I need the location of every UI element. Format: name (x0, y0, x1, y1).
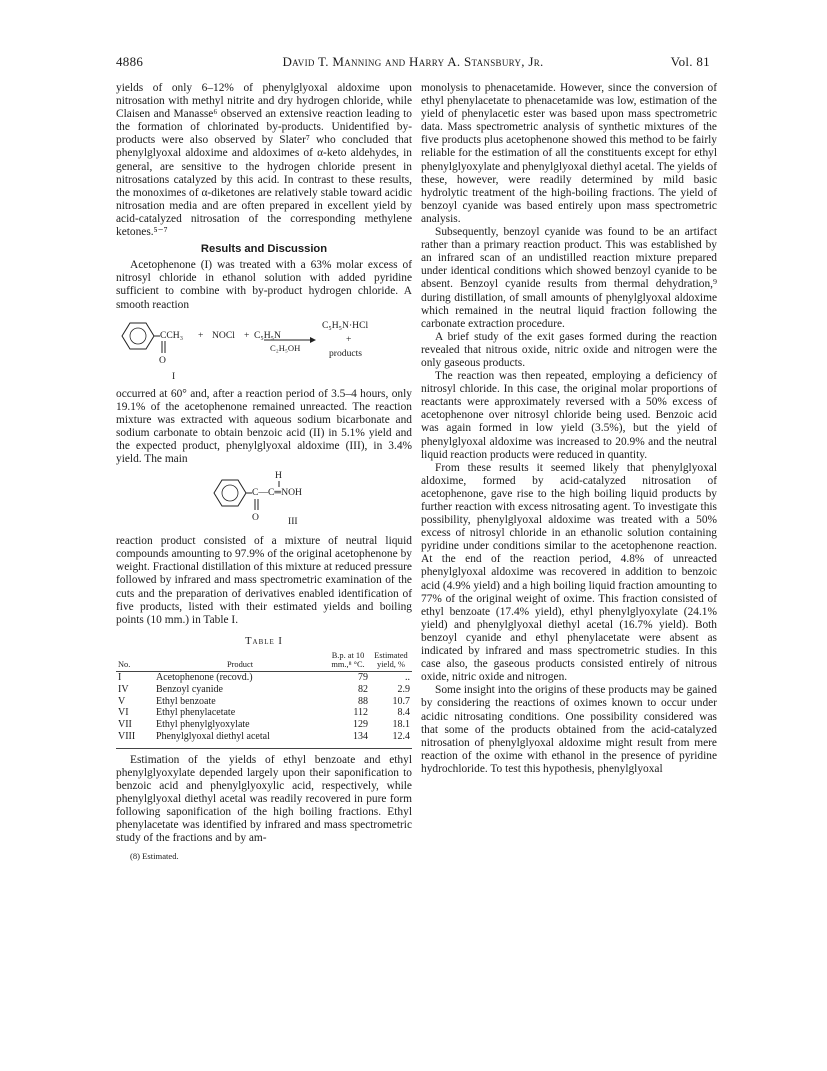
table-row (116, 731, 412, 746)
column-header: Product (226, 659, 254, 669)
plus-sign: + (346, 333, 352, 345)
column-header: No. (118, 659, 131, 669)
carbonyl-oxygen: O (159, 354, 166, 366)
cell: 82 (358, 683, 368, 695)
plus-sign: + (244, 329, 250, 341)
cell: Benzoyl cyanide (156, 683, 223, 695)
reaction-scheme-acetophenone (116, 316, 412, 386)
running-head-authors: David T. Manning and Harry A. Stansbury, Jr. (282, 54, 544, 69)
page-number: 4886 (116, 54, 144, 69)
paragraph: yields of only 6–12% of phenylglyoxal aldoxime upon nitrosation with methyl nitrite and dry hydrogen chloride, while Claisen and Manasse⁶ observed an extensive reaction leading to the formation of chlorinated by-products. Unidentified by-products were also observed by Slater⁷ who concluded that phenylglyoxal aldoxime and aldoximes of α-keto aldehydes, in general, are sensitive to the hydrogen chloride present in nitrosations catalyzed by this acid. In contrast to these results, the monoximes of α-diketones are relatively stable toward acidic nitrosation media and are often prepared in excellent yield by acid-catalyzed nitrosation of the corresponding methylene ketones.⁵⁻⁷ (116, 82, 412, 239)
table-header-row (116, 652, 412, 672)
paragraph: Estimation of the yields of ethyl benzoate and ethyl phenylglyoxylate depended largely upon their saponification to benzoic acid and phenylglyoxylic acid, respectively, while phenylglyoxal diethyl acetal was readily recovered in pure form following saponification of the high boiling fractions. Ethyl phenylacetate was identified by infrared and mass spectrometric study of the fractions and by am- (116, 753, 412, 845)
footnote: (8) Estimated. (130, 850, 179, 861)
cell: Ethyl phenylglyoxylate (156, 719, 250, 731)
paragraph: Acetophenone (I) was treated with a 63% molar excess of nitrosyl chloride in ethanol solution with added pyridine sufficient to combine with by-product hydrogen chloride. A smooth reaction (116, 259, 412, 311)
nitrosyl-chloride: NOCl (212, 329, 235, 341)
cell: VIII (118, 731, 136, 743)
page-header (116, 54, 710, 74)
table-title: Table I (245, 635, 283, 647)
paragraph: The reaction was then repeated, employing a deficiency of nitrosyl chloride. In this case, the original molar proportions of reactants were approximately reversed with a 50% excess of acetophenone over nitrosyl chloride being used. Benzoic acid was again formed in low yield (3.5%), but the yield of phenylglyoxal aldoxime was increased to 20.9% and the neutral liquid reaction products were reduced in quantity. (421, 370, 717, 461)
paragraph: A brief study of the exit gases formed during the reaction revealed that nitrous oxide, nitric oxide and nitrogen were the only gaseous products. (421, 330, 717, 369)
column-header: B.p. at 10 mm.,⁸ °C. (331, 650, 365, 669)
volume-label: Vol. 81 (670, 54, 710, 69)
cell: 112 (353, 707, 368, 719)
table-row (116, 672, 412, 684)
data-table (116, 652, 412, 746)
solvent-label: C₂H₅OH (270, 342, 301, 353)
table-row (116, 707, 412, 719)
cell: 88 (358, 695, 368, 707)
hydrogen-label: H (275, 470, 282, 482)
cell: I (118, 672, 122, 684)
cell: V (118, 695, 126, 707)
cell: .. (405, 672, 410, 684)
structure-phenylglyoxal-aldoxime (116, 469, 412, 533)
products-label: products (329, 347, 363, 359)
acetophenone-group: CCH₃ (160, 329, 184, 341)
table-row (116, 696, 412, 708)
compound-label-III: III (288, 516, 298, 528)
cell: Ethyl phenylacetate (156, 707, 236, 719)
cell: 79 (358, 672, 368, 684)
cell: Ethyl benzoate (156, 695, 216, 707)
cell: 129 (353, 719, 368, 731)
paragraph: Some insight into the origins of these products may be gained by considering the reactions of oximes known to occur under acidic nitrosating conditions. One possibility considered was that some of the products obtained from the acid-catalyzed nitrosation of phenylglyoxal aldoxime might result from mere reaction of the oxime with ethanol in the presence of pyridine hydrochloride. To test this hypothesis, phenylglyoxal (421, 684, 717, 775)
paragraph: From these results it seemed likely that phenylglyoxal aldoxime, formed by acid-catalyzed nitrosation of acetophenone, gave rise to the high boiling liquid products by further reaction with excess nitrosating agent. To investigate this possibility, phenylglyoxal aldoxime was treated with a 50% excess of nitrosyl chloride in an ethanolic solution containing pyridine under conditions similar to the acetophenone reaction. At the end of the reaction period, 4.8% of unreacted phenylglyoxal aldoxime was recovered in addition to benzoic acid (4.9% yield) and a high boiling liquid fraction amounting to 77% of the original weight of oxime. This fraction consisted of ethyl benzoate (17.4% yield), ethyl phenylglyoxylate (24.1% yield) and phenylglyoxal diethyl acetal (16.7% yield). Both benzoyl cyanide and ethyl phenylacetate were absent as indicated by infrared and mass spectrometric studies. In this case also, the gaseous products consisted entirely of nitrous oxide, nitric oxide and nitrogen. (421, 461, 717, 684)
paragraph: Subsequently, benzoyl cyanide was found to be an artifact rather than a primary reaction product. This was established by an infrared scan of an undistilled reaction mixture prepared under identical conditions which showed benzoyl cyanide to be absent. Benzoyl cyanide results from thermal dehydration,⁹ during distillation, of small amounts of phenylglyoxal aldoxime which remained in the neutral liquid fraction following the carbonate extraction procedure. (421, 226, 717, 330)
table-row (116, 684, 412, 696)
oxime-group: C—C═NOH (252, 487, 302, 499)
right-column (421, 82, 717, 776)
left-column (116, 82, 412, 863)
benzene-ring-icon (116, 469, 412, 533)
cell: VII (118, 719, 132, 731)
paragraph: monolysis to phenacetamide. However, since the conversion of ethyl phenylacetate to phenacetamide was low, estimation of the yield of phenylacetic ester was based upon mass spectrometric data. Mass spectrometric analysis of synthetic mixtures of the five products plus acetophenone showed this method to be fairly reliable for the estimation of all the constituents except for ethyl phenylglyoxylate and phenylglyoxal diethyl acetal. The yields of these, however, were readily determined by mild basic hydrolytic treatment of the high-boiling fractions. The yield of benzoyl cyanide was based entirely upon mass spectrometric analysis. (421, 82, 717, 225)
table-rule (116, 748, 412, 749)
carbonyl-oxygen: O (252, 512, 259, 524)
cell: 12.4 (392, 731, 410, 743)
paragraph: occurred at 60° and, after a reaction period of 3.5–4 hours, only 19.1% of the acetophenone remained unreacted. The reaction mixture was extracted with aqueous sodium bicarbonate and sodium carbonate to obtain benzoic acid (II) in 5.1% yield and the expected product, phenylglyoxal aldoxime (III), in 3.4% yield. The main (116, 387, 412, 466)
cell: VI (118, 707, 129, 719)
column-header: Estimated yield, % (374, 650, 408, 669)
cell: 134 (353, 731, 368, 743)
pyridine-hydrochloride: C₅H₅N·HCl (322, 319, 369, 331)
cell: IV (118, 683, 129, 695)
paragraph: reaction product consisted of a mixture of neutral liquid compounds amounting to 97.9% of the original acetophenone by weight. Fractional distillation of this mixture at reduced pressure followed by infrared and mass spectrometric examination of the cuts and the preparation of derivatives enabled identification of five products, listed with their estimated yields and boiling points (10 mm.) in Table I. (116, 535, 412, 626)
cell: 2.9 (397, 683, 410, 695)
section-heading: Results and Discussion (200, 243, 328, 256)
cell: 18.1 (392, 719, 410, 731)
table-row (116, 719, 412, 731)
pyridine: C₅H₅N (254, 329, 281, 341)
cell: Phenylglyoxal diethyl acetal (156, 731, 270, 743)
compound-label-I: I (172, 370, 176, 382)
cell: 10.7 (392, 695, 410, 707)
cell: Acetophenone (recovd.) (156, 672, 253, 684)
plus-sign: + (198, 329, 204, 341)
cell: 8.4 (397, 707, 410, 719)
